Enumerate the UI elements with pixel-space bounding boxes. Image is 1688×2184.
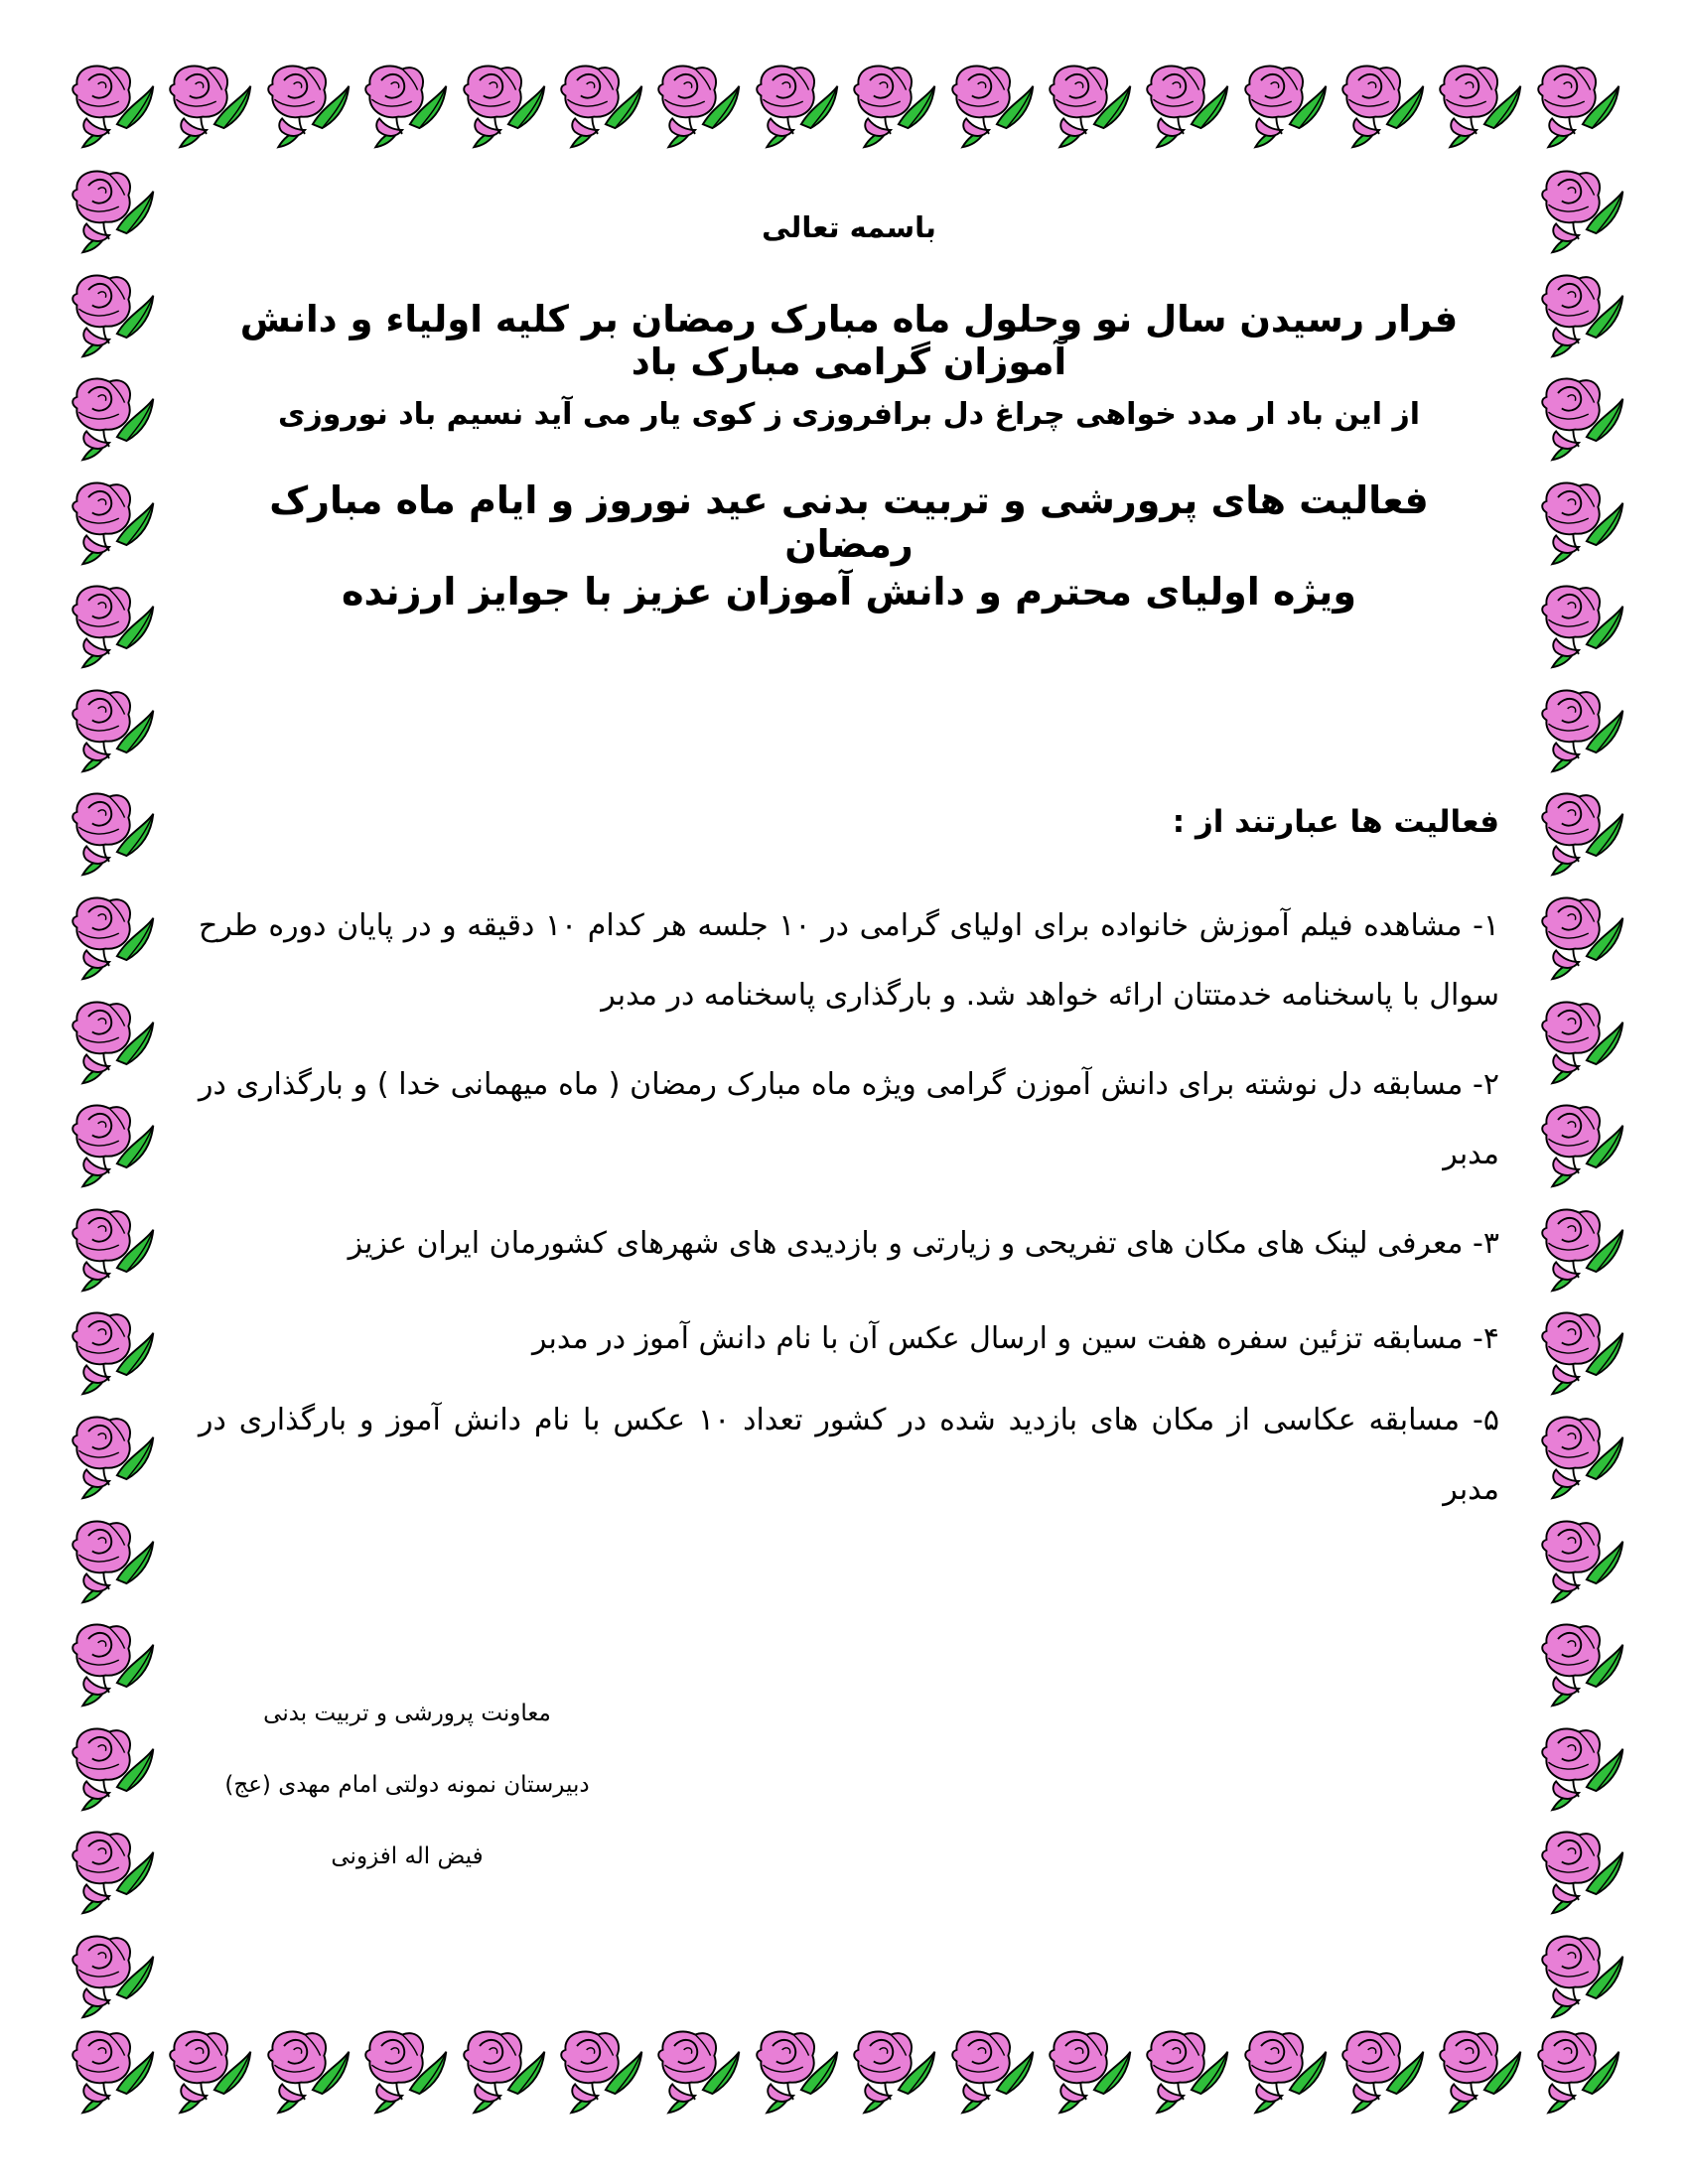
rose-icon [66,1616,161,1711]
rose-icon [945,58,1041,153]
rose-icon [847,58,942,153]
poem-left-hemistich: از این باد ار مدد خواهی چراغ دل برافروزی [791,397,1420,432]
rose-border-right [1535,163,1634,2023]
signature-school: دبیرستان نمونه دولتی امام مهدی (عج) [224,1772,590,1798]
rose-icon [1535,163,1630,258]
signature-department: معاونت پرورشی و تربیت بدنی [263,1701,551,1726]
rose-icon [1535,1928,1630,2023]
rose-border-bottom [66,2023,1626,2128]
rose-border-top [66,58,1626,163]
activities-subtitle: ویژه اولیای محترم و دانش آموزان عزیز با جوایز ارزنده [342,570,1356,614]
rose-icon [1535,1616,1630,1711]
rose-icon [261,2023,356,2118]
rose-icon [750,58,845,153]
rose-icon [66,682,161,777]
rose-icon [1535,1409,1630,1504]
rose-icon [1531,58,1626,153]
rose-icon [66,475,161,570]
rose-icon [1336,58,1431,153]
greeting-headline: فرار رسیدن سال نو وحلول ماه مبارک رمضان بر کلیه اولیاء و دانش آموزان گرامی مبارک باد [239,298,1459,383]
rose-icon [1433,58,1528,153]
rose-icon [1535,267,1630,362]
activity-item-1: ۱- مشاهده فیلم آموزش خانواده برای اولیای گرامی در ۱۰ جلسه هر کدام ۱۰ دقیقه و در پایان دوره طرح سوال با پاسخنامه خدمتتان ارائه خواهد شد. و بارگذاری پاسخنامه در مدبر [199,908,1500,1013]
activity-item-2: ۲- مسابقه دل نوشته برای دانش آموزن گرامی ویژه ماه مبارک رمضان ( ماه میهمانی خدا ) و بارگذاری در مدبر [199,1067,1499,1171]
activity-item-3: ۳- معرفی لینک های مکان های تفریحی و زیارتی و بازدیدی های شهرهای کشورمان ایران عزیز [348,1226,1499,1261]
rose-icon [1433,2023,1528,2118]
rose-icon [66,1928,161,2023]
rose-icon [1535,370,1630,466]
activities-list-heading: فعالیت ها عبارتند از : [1172,804,1499,840]
rose-icon [554,2023,649,2118]
rose-icon [66,1720,161,1816]
rose-icon [1531,2023,1626,2118]
rose-icon [1535,994,1630,1089]
rose-icon [66,578,161,673]
rose-icon [66,1824,161,1919]
rose-icon [66,994,161,1089]
rose-icon [66,58,161,153]
poem-verse [278,397,1420,432]
rose-icon [457,58,552,153]
rose-icon [66,1097,161,1192]
rose-icon [66,785,161,881]
rose-icon [750,2023,845,2118]
rose-icon [1535,1097,1630,1192]
rose-icon [1535,889,1630,985]
rose-icon [163,2023,258,2118]
rose-icon [1535,682,1630,777]
document-body [199,189,1499,2005]
rose-icon [1238,2023,1334,2118]
rose-icon [1535,785,1630,881]
rose-icon [1535,475,1630,570]
rose-border-left [66,163,165,2023]
rose-icon [1535,1824,1630,1919]
rose-icon [261,58,356,153]
rose-icon [66,1201,161,1297]
rose-icon [358,58,454,153]
activities-title: فعالیت های پرورشی و تربیت بدنی عید نوروز و ایام ماه مبارک رمضان [269,478,1429,566]
rose-icon [1535,1720,1630,1816]
rose-icon [651,2023,747,2118]
signature-block [199,1678,616,1892]
rose-icon [1140,58,1235,153]
activity-item-4: ۴- مسابقه تزئین سفره هفت سین و ارسال عکس آن با نام دانش آموز در مدبر [531,1321,1499,1356]
rose-icon [457,2023,552,2118]
rose-icon [163,58,258,153]
rose-icon [66,889,161,985]
rose-icon [651,58,747,153]
activity-item-5: ۵- مسابقه عکاسی از مکان های بازدید شده در کشور تعداد ۱۰ عکس با نام دانش آموز و بارگذاری در مدبر [199,1403,1499,1507]
rose-icon [1043,2023,1138,2118]
rose-icon [945,2023,1041,2118]
rose-icon [1043,58,1138,153]
rose-icon [358,2023,454,2118]
rose-icon [1535,1304,1630,1400]
rose-icon [1238,58,1334,153]
rose-icon [1535,578,1630,673]
rose-icon [66,1513,161,1608]
basmala-heading: باسمه تعالی [762,210,936,244]
poem-right-hemistich: ز کوی یار می آید نسیم باد نوروزی [278,397,782,432]
rose-icon [1535,1201,1630,1297]
rose-icon [554,58,649,153]
rose-icon [66,2023,161,2118]
rose-icon [1336,2023,1431,2118]
rose-icon [847,2023,942,2118]
rose-icon [66,267,161,362]
rose-icon [1140,2023,1235,2118]
rose-icon [66,163,161,258]
rose-icon [66,1409,161,1504]
rose-icon [66,1304,161,1400]
signature-name: فیض اله افزونی [331,1843,484,1869]
rose-icon [66,370,161,466]
rose-icon [1535,1513,1630,1608]
